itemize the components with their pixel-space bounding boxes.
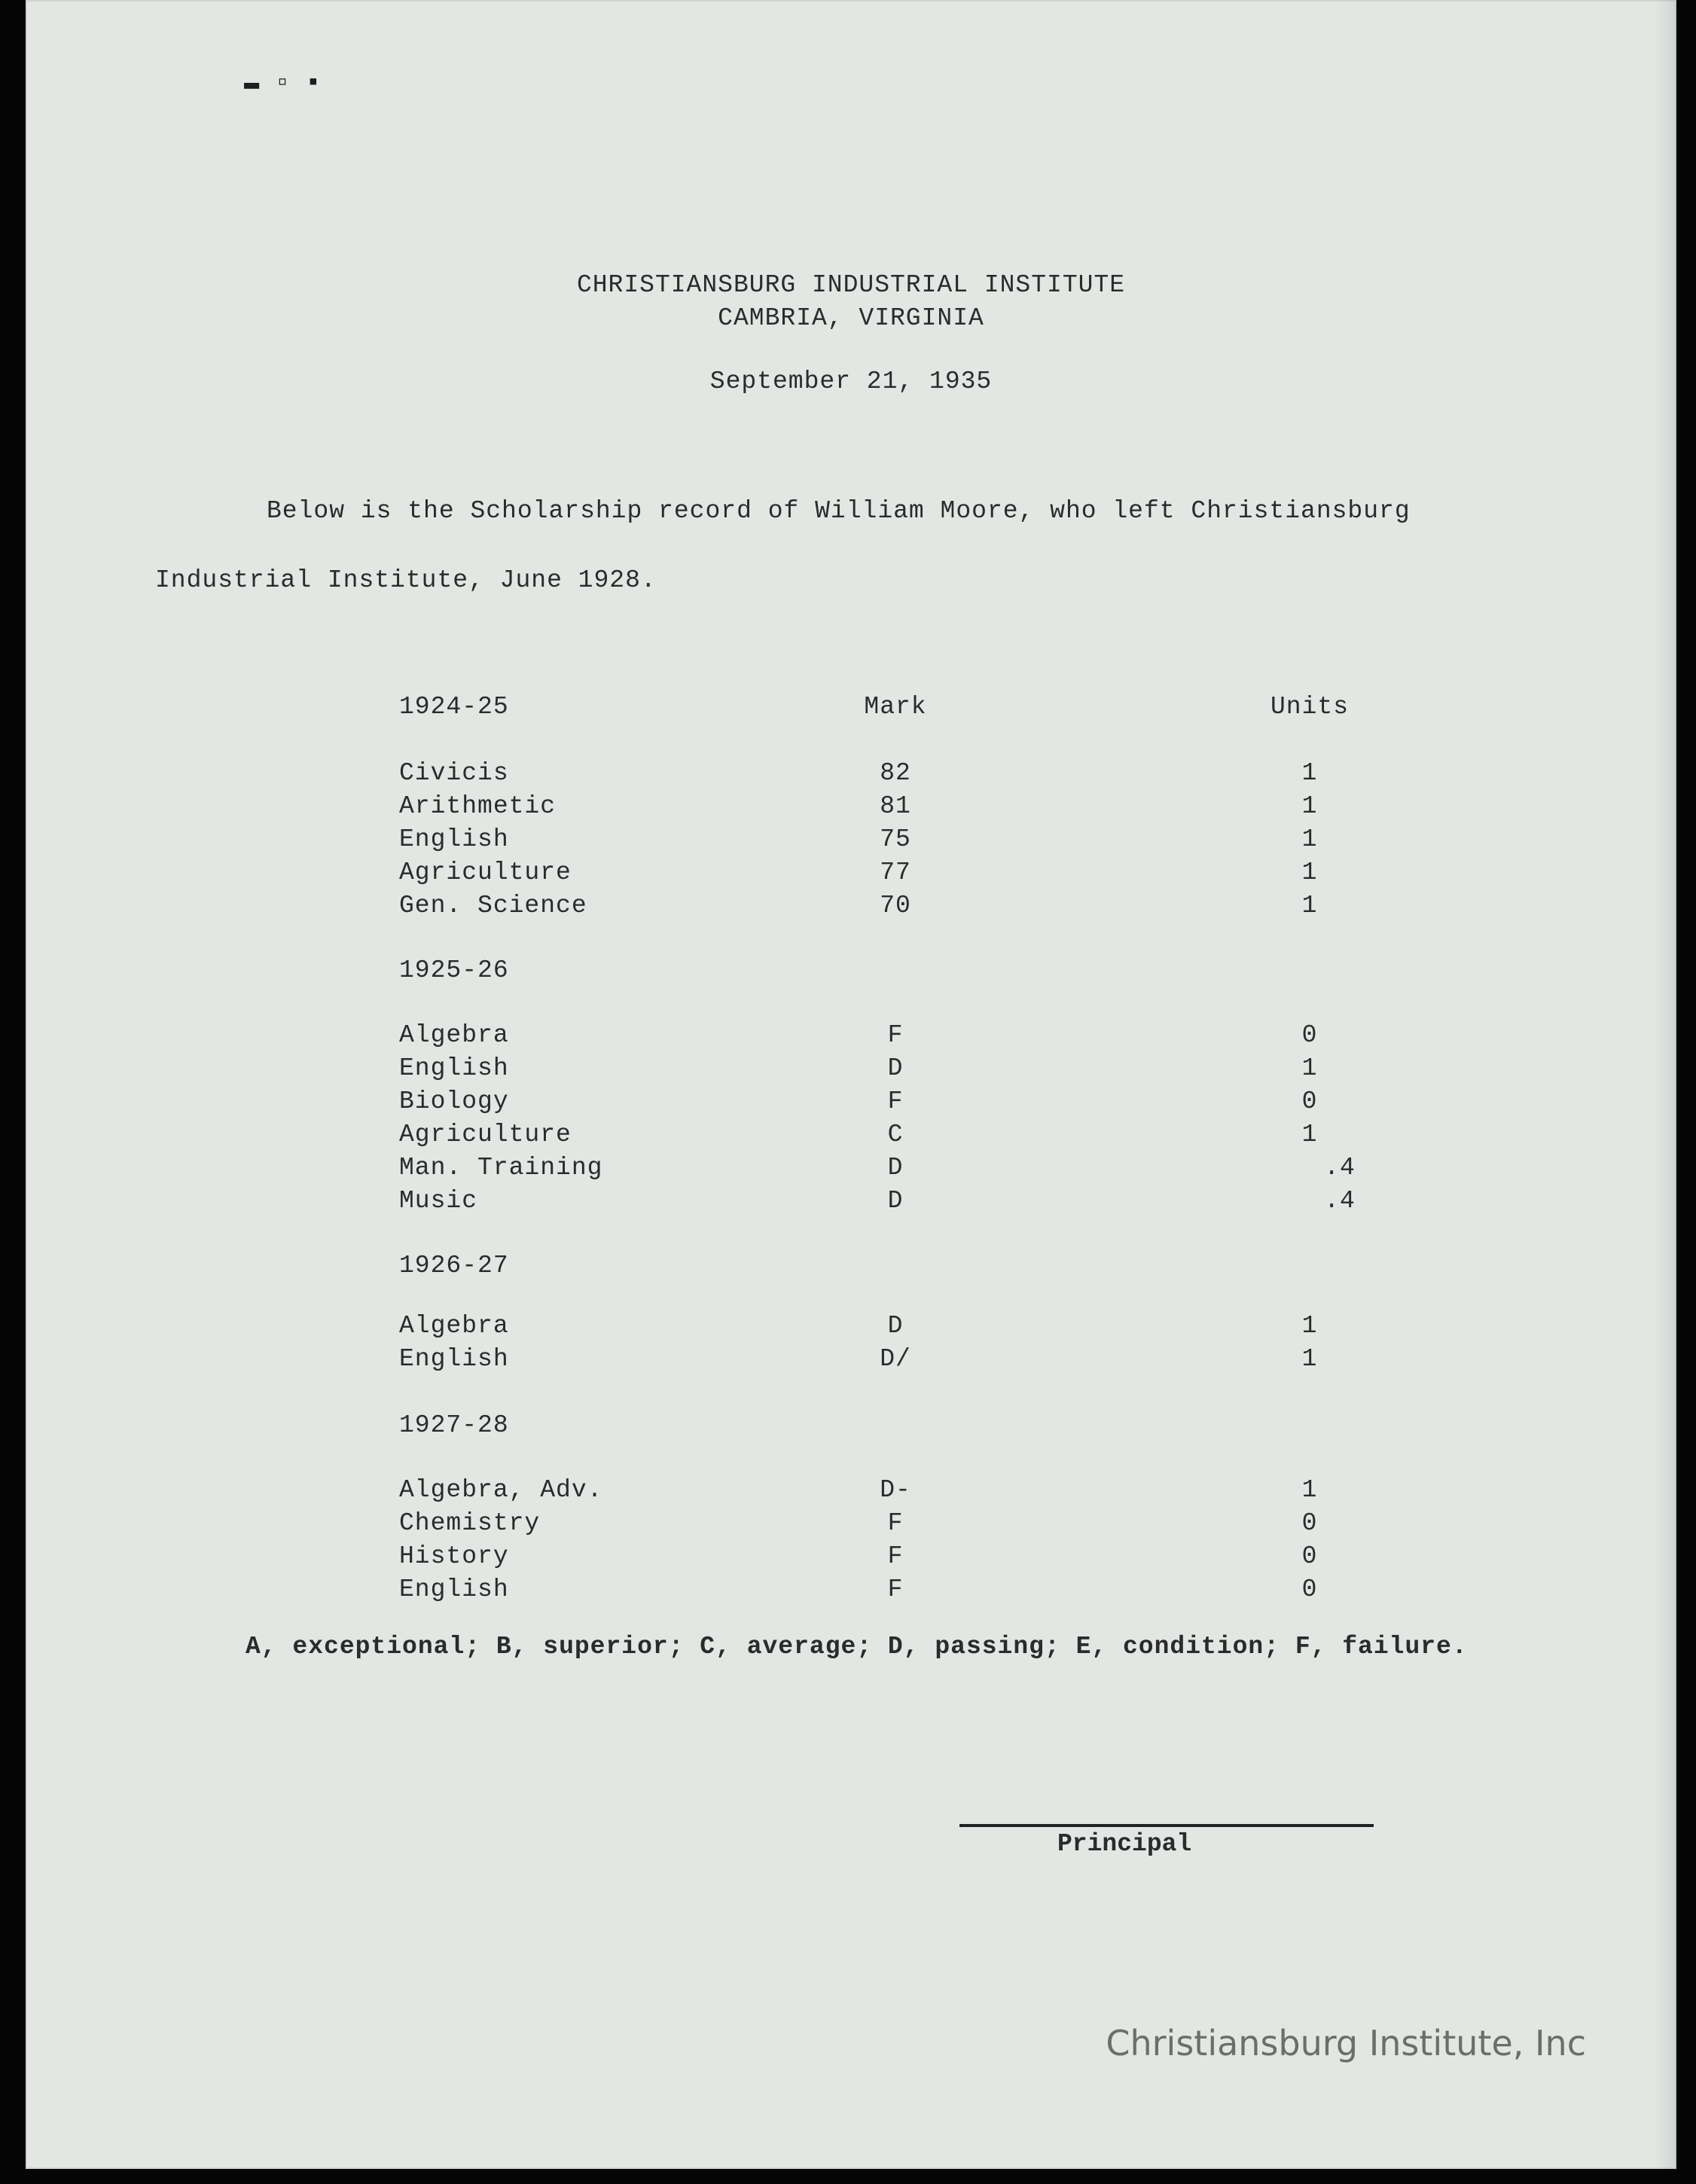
- course-mark: C: [887, 1121, 904, 1148]
- year-label: 1924-25: [399, 693, 509, 721]
- course-units: 1: [1301, 1345, 1318, 1373]
- course-units: 0: [1301, 1575, 1318, 1603]
- course-mark: D: [887, 1187, 904, 1215]
- course-subject: Civicis: [399, 759, 509, 787]
- course-units: 1: [1301, 1312, 1318, 1340]
- course-subject: Biology: [399, 1087, 509, 1115]
- course-units: 1: [1301, 825, 1318, 853]
- course-mark: 77: [880, 859, 911, 886]
- course-mark: D-: [880, 1476, 911, 1504]
- table-row: [26, 1121, 1676, 1154]
- archive-watermark: Christiansburg Institute, Inc: [1106, 2023, 1586, 2064]
- course-units: .4: [1324, 1154, 1356, 1182]
- course-mark: F: [887, 1542, 904, 1570]
- course-units: 1: [1301, 1476, 1318, 1504]
- course-subject: Algebra: [399, 1312, 509, 1340]
- course-mark: 75: [880, 825, 911, 853]
- table-row: [26, 1575, 1676, 1609]
- course-mark: F: [887, 1087, 904, 1115]
- table-row: [26, 1312, 1676, 1345]
- units-column-header: Units: [1270, 693, 1350, 721]
- grading-legend: A, exceptional; B, superior; C, average; D, passing; E, condition; F, failure.: [246, 1633, 1468, 1661]
- course-mark: D/: [880, 1345, 911, 1373]
- intro-line-1: Below is the Scholarship record of William Moore, who left Christiansburg: [267, 497, 1411, 525]
- course-subject: Algebra: [399, 1021, 509, 1049]
- signature-label: Principal: [1057, 1830, 1192, 1858]
- course-units: 0: [1301, 1542, 1318, 1570]
- course-subject: English: [399, 1345, 509, 1373]
- table-row: [26, 1542, 1676, 1575]
- table-row: [26, 1187, 1676, 1220]
- mark-column-header: Mark: [864, 693, 927, 721]
- course-subject: Arithmetic: [399, 792, 557, 820]
- course-mark: D: [887, 1054, 904, 1082]
- table-row: [26, 825, 1676, 859]
- course-subject: Gen. Science: [399, 892, 587, 920]
- year-label: 1926-27: [399, 1252, 509, 1280]
- course-units: 1: [1301, 1121, 1318, 1148]
- course-mark: D: [887, 1312, 904, 1340]
- course-mark: 70: [880, 892, 911, 920]
- table-row: [26, 859, 1676, 892]
- course-mark: F: [887, 1021, 904, 1049]
- document-page: [26, 0, 1676, 2169]
- intro-line-2: Industrial Institute, June 1928.: [155, 566, 657, 594]
- table-row: [26, 1509, 1676, 1542]
- table-row: [26, 892, 1676, 925]
- course-subject: English: [399, 825, 509, 853]
- course-mark: D: [887, 1154, 904, 1182]
- course-units: 1: [1301, 859, 1318, 886]
- signature-line: [959, 1824, 1374, 1827]
- course-mark: F: [887, 1575, 904, 1603]
- course-subject: Agriculture: [399, 1121, 572, 1148]
- course-mark: 82: [880, 759, 911, 787]
- course-units: 0: [1301, 1509, 1318, 1537]
- course-subject: Chemistry: [399, 1509, 541, 1537]
- institution-title: CHRISTIANSBURG INDUSTRIAL INSTITUTE: [576, 271, 1126, 299]
- course-subject: Agriculture: [399, 859, 572, 886]
- table-row: [26, 792, 1676, 825]
- course-subject: English: [399, 1054, 509, 1082]
- course-units: 1: [1301, 759, 1318, 787]
- year-label: 1927-28: [399, 1411, 509, 1439]
- table-row: [26, 759, 1676, 792]
- document-date: September 21, 1935: [709, 368, 993, 395]
- course-mark: 81: [880, 792, 911, 820]
- table-row: [26, 1087, 1676, 1121]
- course-units: 0: [1301, 1021, 1318, 1049]
- institution-location: CAMBRIA, VIRGINIA: [718, 304, 984, 332]
- course-subject: History: [399, 1542, 509, 1570]
- course-units: 0: [1301, 1087, 1318, 1115]
- table-row: [26, 1476, 1676, 1509]
- table-header-row: [26, 693, 1676, 726]
- table-row: [26, 1154, 1676, 1187]
- course-units: .4: [1324, 1187, 1356, 1215]
- course-subject: English: [399, 1575, 509, 1603]
- course-units: 1: [1301, 1054, 1318, 1082]
- pencil-mark: ▬ ▫ ▪: [244, 69, 322, 98]
- course-subject: Man. Training: [399, 1154, 603, 1182]
- course-units: 1: [1301, 792, 1318, 820]
- course-mark: F: [887, 1509, 904, 1537]
- year-label: 1925-26: [399, 956, 509, 984]
- course-units: 1: [1301, 892, 1318, 920]
- course-subject: Algebra, Adv.: [399, 1476, 603, 1504]
- table-row: [26, 1345, 1676, 1378]
- table-row: [26, 1021, 1676, 1054]
- table-row: [26, 1054, 1676, 1087]
- course-subject: Music: [399, 1187, 478, 1215]
